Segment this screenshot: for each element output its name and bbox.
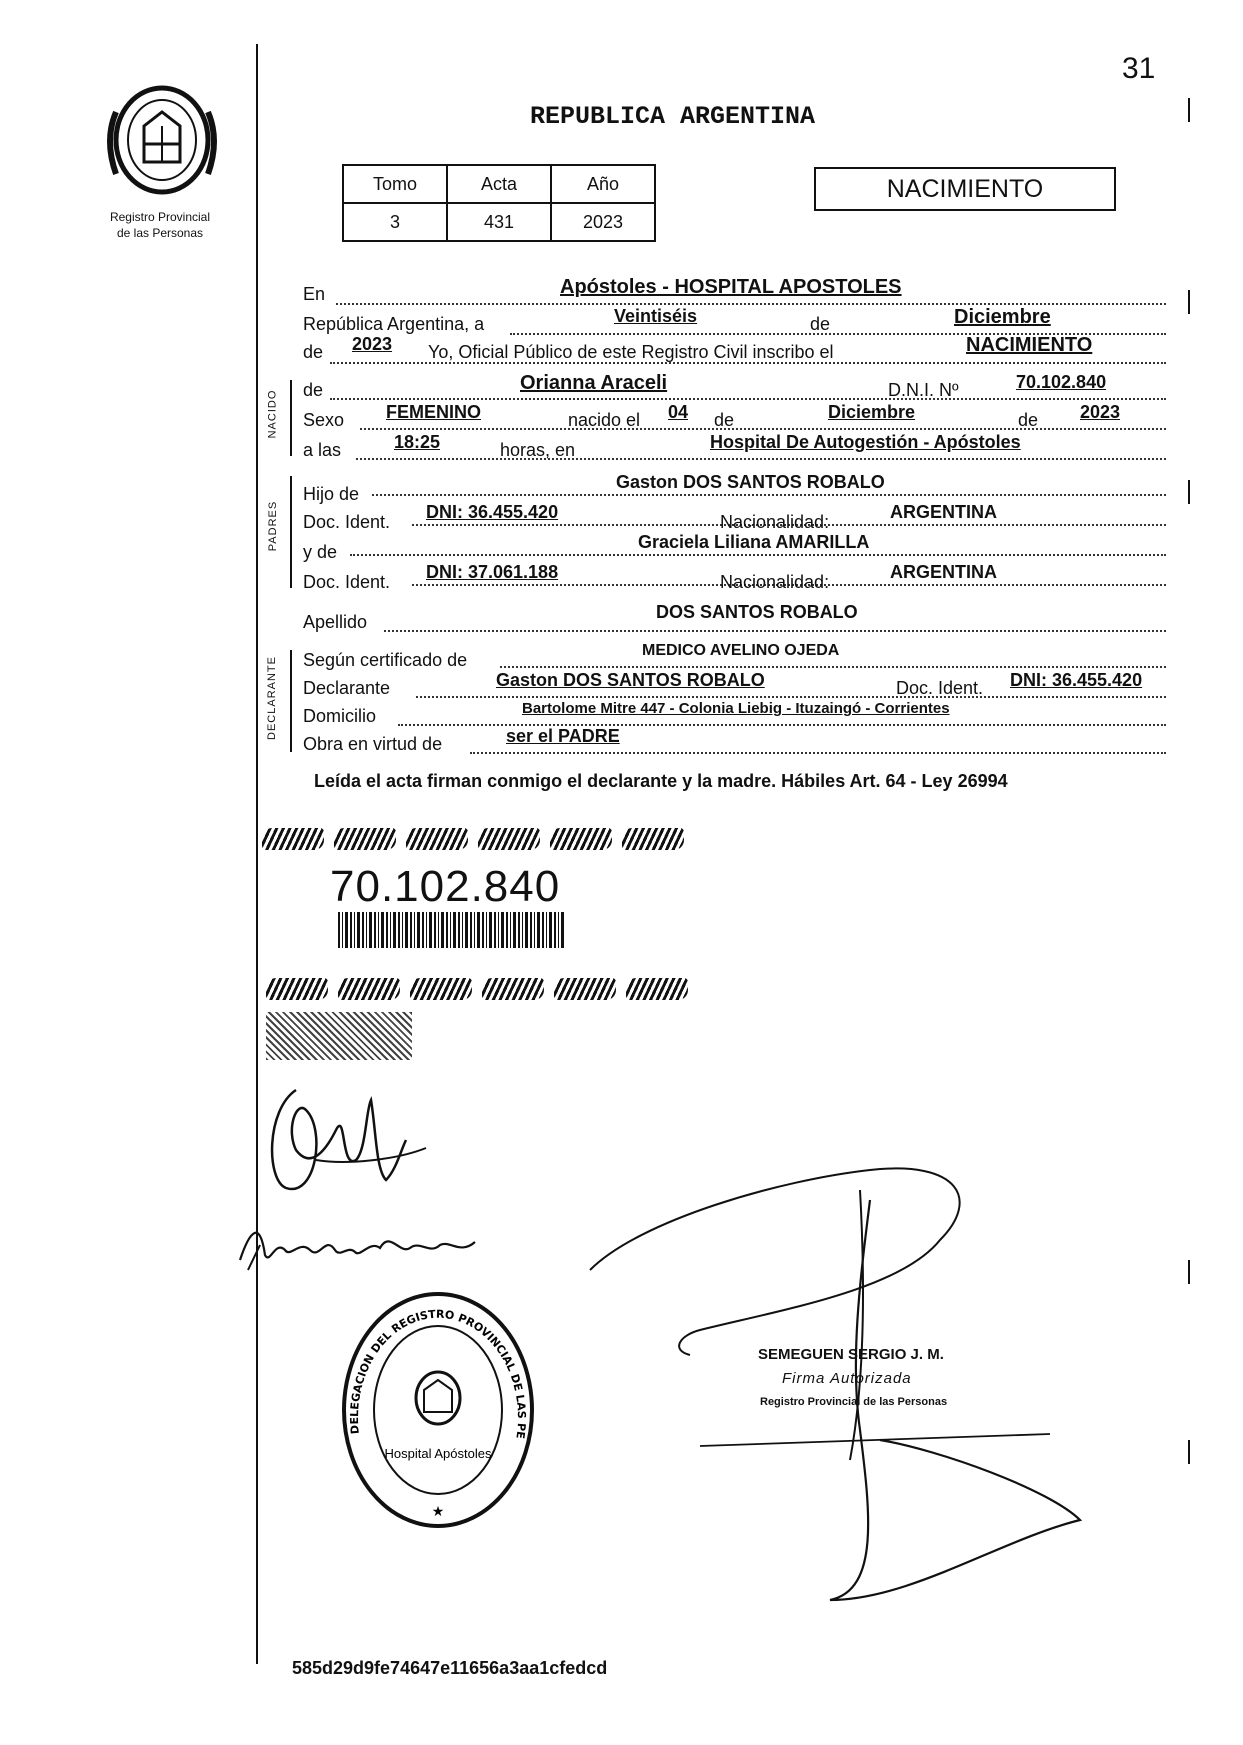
value-padre: Gaston DOS SANTOS ROBALO: [616, 472, 885, 492]
security-r-icon: [266, 978, 328, 1000]
value-tipo: NACIMIENTO: [966, 334, 1093, 356]
security-r-icon: [482, 978, 544, 1000]
value-madre: Graciela Liliana AMARILLA: [638, 532, 870, 552]
value-lugar: Apóstoles - HOSPITAL APOSTOLES: [560, 276, 902, 298]
barcode: [338, 912, 564, 948]
label-yo-oficial: Yo, Oficial Público de este Registro Civil inscribo el: [428, 342, 834, 362]
stamp-ring-text: DELEGACION DEL REGISTRO PROVINCIAL DE LAS PE: [347, 1307, 529, 1440]
margin-line: [256, 44, 258, 1664]
value-declarante: Gaston DOS SANTOS ROBALO: [496, 670, 765, 690]
label-de: de: [810, 314, 831, 334]
security-r-icon: [338, 978, 400, 1000]
security-r-icon: [262, 828, 324, 850]
right-edge-mark: [1188, 1260, 1190, 1284]
madre-signature: [230, 1210, 490, 1280]
value-lugar-nac: Hospital De Autogestión - Apóstoles: [710, 432, 1021, 452]
value-madre-nac: ARGENTINA: [890, 562, 997, 582]
section-bracket-declarante: [290, 650, 292, 752]
barcode-number: 70.102.840: [330, 862, 561, 911]
declarante-signature: [256, 1070, 436, 1220]
right-edge-mark: [1188, 1440, 1190, 1464]
right-edge-mark: [1188, 290, 1190, 314]
svg-text:DELEGACION DEL REGISTRO PROVIN: [340, 1290, 528, 1440]
label-dni: D.N.I. Nº: [888, 380, 959, 400]
label-de4: de: [1018, 410, 1039, 430]
side-label-padres: PADRES: [267, 500, 280, 552]
value-dni: 70.102.840: [1016, 372, 1107, 392]
section-bracket-padres: [290, 476, 292, 588]
label-nacido-el: nacido el: [568, 410, 641, 430]
record-value-acta: 431: [447, 203, 551, 241]
logo-caption-line1: Registro Provincial: [109, 210, 211, 224]
official-stamp: [340, 1290, 536, 1530]
label-y-de: y de: [303, 542, 338, 562]
value-hora: 18:25: [394, 432, 441, 452]
record-header-anio: Año: [551, 165, 655, 203]
dotline: [510, 305, 1166, 335]
side-label-nacido: NACIDO: [266, 389, 279, 439]
value-dia-inscripcion: Veintiséis: [614, 306, 698, 326]
closing-note: Leída el acta firman conmigo el declarante y la madre. Hábiles Art. 64 - Ley 26994: [314, 771, 1008, 791]
hologram-pattern: [266, 1012, 412, 1060]
value-certificado: MEDICO AVELINO OJEDA: [642, 642, 840, 659]
label-nacionalidad-2: Nacionalidad:: [720, 572, 830, 592]
right-edge-mark: [1188, 98, 1190, 122]
document-type-box: [814, 167, 1116, 211]
label-apellido: Apellido: [303, 612, 368, 632]
signer-org: Registro Provincial de las Personas: [760, 1396, 948, 1408]
label-republica: República Argentina, a: [303, 314, 485, 334]
value-nombre: Orianna Araceli: [520, 372, 668, 394]
record-table: [342, 164, 656, 242]
record-header-tomo: Tomo: [343, 165, 447, 203]
value-declarante-doc: DNI: 36.455.420: [1010, 670, 1143, 690]
security-r-icon: [334, 828, 396, 850]
logo-caption-line2: de las Personas: [116, 226, 204, 240]
svg-text:★: ★: [431, 1504, 445, 1520]
label-en: En: [303, 284, 326, 304]
label-a-las: a las: [303, 440, 342, 460]
value-domicilio: Bartolome Mitre 447 - Colonia Liebig - Ituzaingó - Corrientes: [522, 700, 950, 717]
registry-logo: [92, 82, 232, 202]
security-r-icon: [406, 828, 468, 850]
document-type: NACIMIENTO: [886, 175, 1044, 203]
value-padre-nac: ARGENTINA: [890, 502, 997, 522]
label-horas-en: horas, en: [500, 440, 576, 460]
document-hash: 585d29d9fe74647e11656a3aa1cfedcd: [292, 1658, 608, 1678]
label-declarante: Declarante: [303, 678, 391, 698]
value-mes-nac: Diciembre: [828, 402, 916, 422]
value-anio-inscripcion: 2023: [352, 334, 393, 354]
stamp-inner-text: Hospital Apóstoles: [384, 1446, 492, 1461]
value-obra: ser el PADRE: [506, 726, 620, 746]
security-r-icon: [554, 978, 616, 1000]
label-nacido-de: de: [303, 380, 324, 400]
document-title: REPUBLICA ARGENTINA: [530, 102, 816, 131]
security-r-icon: [550, 828, 612, 850]
value-anio-nac: 2023: [1080, 402, 1121, 422]
record-value-tomo: 3: [343, 203, 447, 241]
value-apellido: DOS SANTOS ROBALO: [656, 602, 858, 622]
security-marks-row: [262, 828, 722, 855]
label-sexo: Sexo: [303, 410, 345, 430]
value-sexo: FEMENINO: [386, 402, 482, 422]
signer-role: Firma Autorizada: [782, 1370, 912, 1387]
security-r-icon: [478, 828, 540, 850]
value-mes-inscripcion: Diciembre: [954, 306, 1051, 328]
record-header-acta: Acta: [447, 165, 551, 203]
label-nacionalidad-1: Nacionalidad:: [720, 512, 830, 532]
value-dia-nac: 04: [668, 402, 689, 422]
label-obra-en-virtud: Obra en virtud de: [303, 734, 443, 754]
security-r-icon: [626, 978, 688, 1000]
side-label-declarante: DECLARANTE: [265, 656, 278, 740]
record-value-anio: 2023: [551, 203, 655, 241]
label-doc-ident-3: Doc. Ident.: [896, 678, 984, 698]
label-domicilio: Domicilio: [303, 706, 377, 726]
label-doc-ident-2: Doc. Ident.: [303, 572, 391, 592]
security-r-icon: [410, 978, 472, 1000]
label-hijo-de: Hijo de: [303, 484, 360, 504]
label-doc-ident-1: Doc. Ident.: [303, 512, 391, 532]
label-de3: de: [714, 410, 735, 430]
section-bracket-nacido: [290, 380, 292, 456]
signer-name: SEMEGUEN SERGIO J. M.: [758, 1346, 944, 1363]
security-marks-row: [266, 978, 726, 1005]
official-signature: [580, 1160, 1140, 1620]
value-padre-doc: DNI: 36.455.420: [426, 502, 559, 522]
label-segun-certificado: Según certificado de: [303, 650, 468, 670]
page-number: 31: [1122, 52, 1156, 85]
right-edge-mark: [1188, 480, 1190, 504]
label-de2: de: [303, 342, 324, 362]
security-r-icon: [622, 828, 684, 850]
value-madre-doc: DNI: 37.061.188: [426, 562, 559, 582]
